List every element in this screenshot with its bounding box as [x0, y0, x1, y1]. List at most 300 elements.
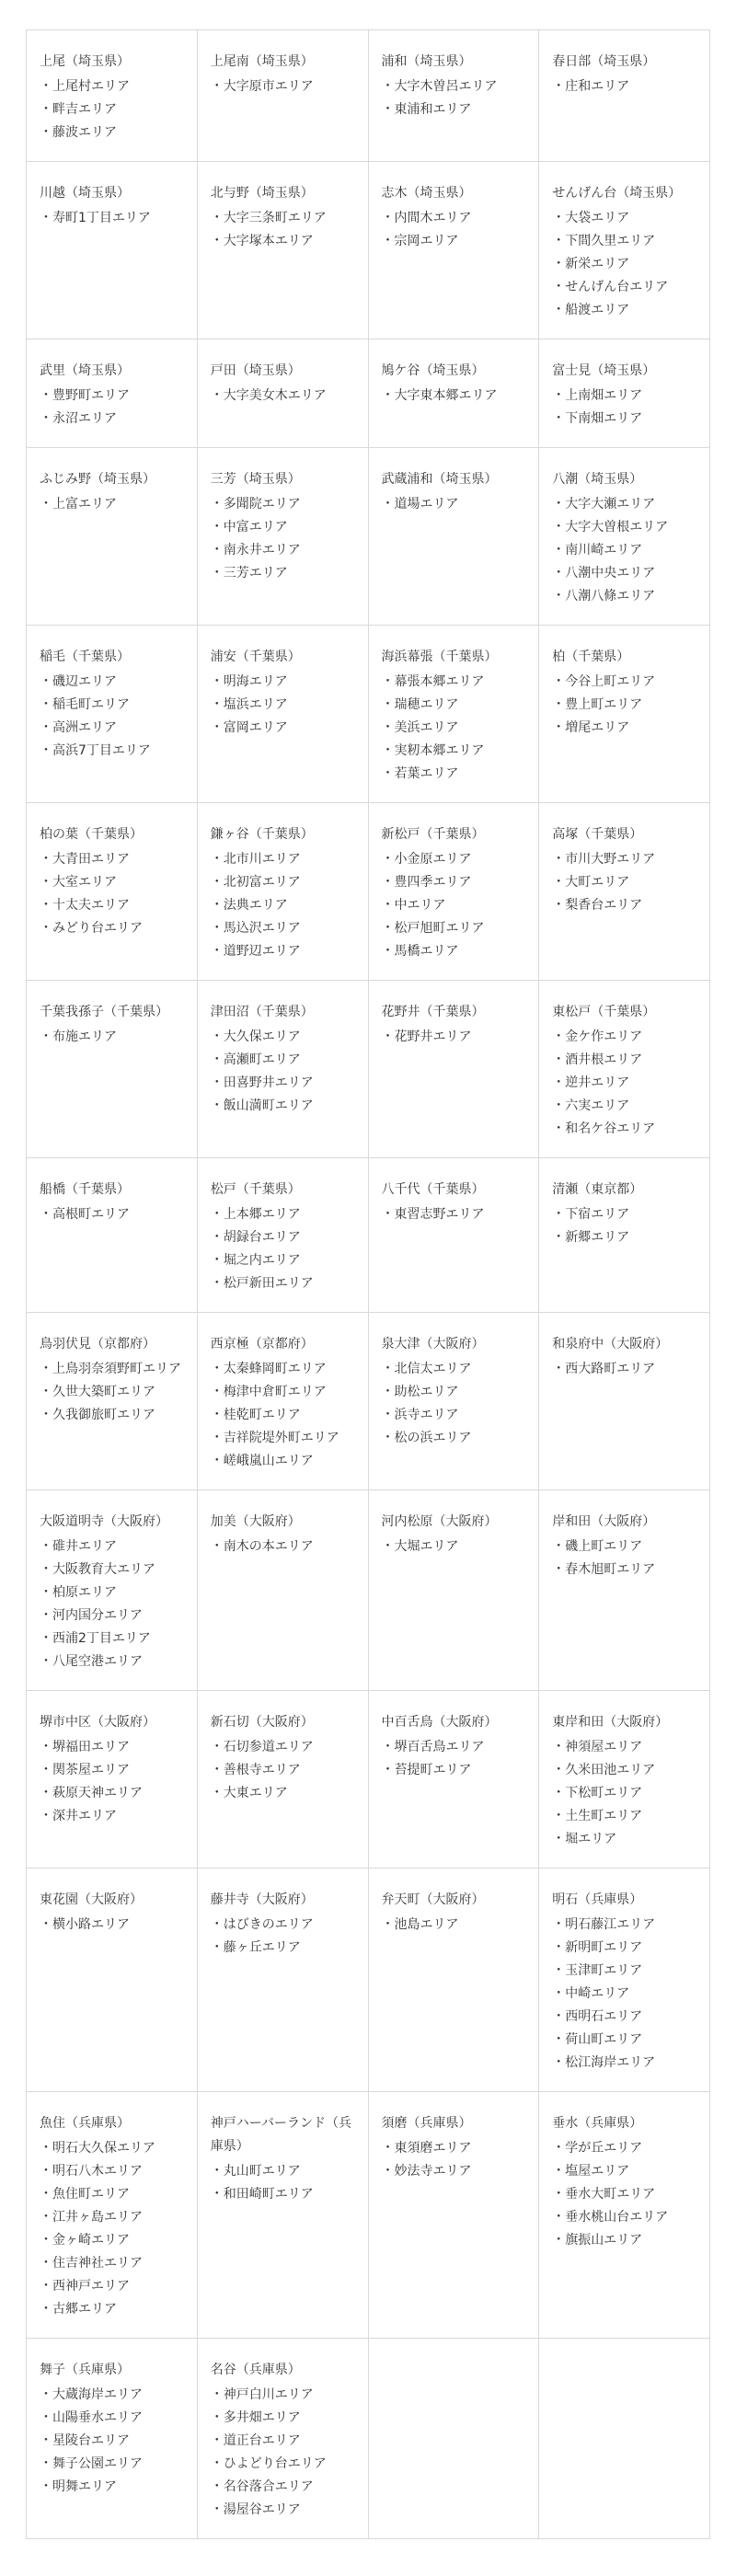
area-item: ・ 大蔵海岸エリア [40, 2384, 188, 2407]
area-item: ・ 大字美女木エリア [211, 385, 359, 408]
area-item: ・ 豊上町エリア [552, 694, 700, 717]
area-item: ・ 上富エリア [40, 493, 188, 516]
station-name: ふじみ野（埼玉県） [40, 472, 155, 487]
area-list [40, 207, 188, 230]
station-cell [539, 30, 710, 162]
area-item: ・ 六実エリア [552, 1095, 700, 1118]
area-list [40, 2384, 188, 2499]
area-item: ・ 星陵台エリア [40, 2430, 188, 2453]
area-item: ・ 浜寺エリア [382, 1404, 530, 1427]
area-item: ・ 畔吉エリア [40, 98, 188, 121]
area-item: ・ 神須屋エリア [552, 1736, 700, 1759]
station-cell [368, 1691, 539, 1869]
area-list [552, 1203, 700, 1249]
area-item: ・ 内間木エリア [382, 207, 530, 230]
area-list [382, 1358, 530, 1450]
area-item: ・ 萩原天神エリア [40, 1782, 188, 1805]
station-name: 東松戸（千葉県） [552, 1005, 656, 1019]
area-item: ・ 丸山町エリア [211, 2160, 359, 2183]
area-item: ・ 魚住町エリア [40, 2183, 188, 2206]
area-list [211, 1914, 359, 1960]
area-item: ・ 久米田池エリア [552, 1759, 700, 1782]
station-cell [27, 981, 198, 1158]
area-list [40, 385, 188, 431]
station-cell [539, 162, 710, 339]
area-item: ・ 馬込沢エリア [211, 917, 359, 940]
area-list [211, 1203, 359, 1295]
area-item: ・ 大堀エリア [382, 1535, 530, 1558]
area-item: ・ 明海エリア [211, 671, 359, 694]
area-item: ・ 善根寺エリア [211, 1759, 359, 1782]
station-name: 東花園（大阪府） [40, 1892, 143, 1907]
area-list [40, 2137, 188, 2321]
station-cell [368, 162, 539, 339]
area-item: ・ 春木旭町エリア [552, 1558, 700, 1581]
area-item: ・ 大字大曽根エリア [552, 516, 700, 539]
area-item: ・ 石切参道エリア [211, 1736, 359, 1759]
area-item: ・ 豊野町エリア [40, 385, 188, 408]
area-item: ・ 八潮中央エリア [552, 562, 700, 585]
area-item: ・ 東浦和エリア [382, 98, 530, 121]
area-list [211, 1026, 359, 1118]
station-name: 垂水（兵庫県） [552, 2116, 643, 2131]
area-list [382, 1203, 530, 1226]
station-name: 加美（大阪府） [210, 1514, 301, 1529]
table-row [27, 339, 710, 448]
station-name: 三芳（埼玉県） [210, 472, 301, 487]
area-item: ・ 藤波エリア [40, 121, 188, 144]
area-item: ・ 松江海岸エリア [552, 2052, 700, 2075]
area-list [382, 75, 530, 121]
area-item: ・ 豊四季エリア [382, 871, 530, 894]
area-item: ・ 富岡エリア [211, 717, 359, 740]
area-list [40, 493, 188, 516]
area-item: ・ 妙法寺エリア [382, 2160, 530, 2183]
station-cell [368, 981, 539, 1158]
area-list [211, 2160, 359, 2206]
area-item: ・ 幕張本郷エリア [382, 671, 530, 694]
area-item: ・ 池島エリア [382, 1914, 530, 1937]
area-item: ・ 横小路エリア [40, 1914, 188, 1937]
area-item: ・ 和田崎町エリア [211, 2183, 359, 2206]
station-cell [197, 1313, 368, 1490]
station-name: 富士見（埼玉県） [552, 363, 656, 378]
area-item: ・ 山陽垂水エリア [40, 2407, 188, 2430]
area-item: ・ 舞子公園エリア [40, 2453, 188, 2476]
area-item: ・ 垂水大町エリア [552, 2183, 700, 2206]
area-item: ・ 高洲エリア [40, 717, 188, 740]
station-name: 武蔵浦和（埼玉県） [381, 472, 498, 487]
area-item: ・ みどり台エリア [40, 917, 188, 940]
area-item: ・ 湯屋谷エリア [211, 2499, 359, 2522]
area-list [40, 1026, 188, 1049]
table-row [27, 162, 710, 339]
area-item: ・ 南永井エリア [211, 539, 359, 562]
station-cell [27, 1691, 198, 1869]
station-cell [539, 1691, 710, 1869]
area-item: ・ 垂水桃山台エリア [552, 2206, 700, 2229]
area-item: ・ 小金原エリア [382, 848, 530, 871]
area-list [552, 1535, 700, 1581]
area-item: ・ 八尾空港エリア [40, 1650, 188, 1673]
area-item: ・ 法典エリア [211, 894, 359, 917]
area-list [382, 848, 530, 963]
table-row [27, 1691, 710, 1869]
station-cell [197, 1869, 368, 2092]
area-list [552, 1026, 700, 1141]
area-list [382, 1535, 530, 1558]
station-name: 海浜幕張（千葉県） [381, 650, 498, 664]
table-row [27, 1313, 710, 1490]
station-name: 春日部（埼玉県） [552, 54, 656, 69]
station-cell [197, 2092, 368, 2339]
area-item: ・ 馬橋エリア [382, 940, 530, 963]
area-list [382, 1736, 530, 1782]
station-name: 神戸ハーバーランド（兵庫県） [210, 2116, 352, 2154]
area-item: ・ 大東エリア [211, 1782, 359, 1805]
area-item: ・ 堀エリア [552, 1828, 700, 1851]
table-row [27, 448, 710, 626]
area-item: ・ 永沼エリア [40, 408, 188, 431]
area-item: ・ 若葉エリア [382, 763, 530, 786]
area-item: ・ 太秦蜂岡町エリア [211, 1358, 359, 1381]
area-item: ・ 大字三条町エリア [211, 207, 359, 230]
area-list [552, 493, 700, 608]
area-list [211, 2384, 359, 2522]
station-name: 和泉府中（大阪府） [552, 1337, 669, 1351]
station-name: 堺市中区（大阪府） [40, 1715, 155, 1730]
station-name: 鳥羽伏見（京都府） [40, 1337, 155, 1351]
area-item: ・ 関茶屋エリア [40, 1759, 188, 1782]
area-item: ・ 旗振山エリア [552, 2229, 700, 2252]
station-name: 松戸（千葉県） [210, 1182, 301, 1197]
station-name: 志木（埼玉県） [381, 186, 472, 201]
area-item: ・ 桂乾町エリア [211, 1404, 359, 1427]
station-cell [27, 1869, 198, 2092]
area-item: ・ 堺百舌鳥エリア [382, 1736, 530, 1759]
table-row [27, 1869, 710, 2092]
station-name: 中百舌鳥（大阪府） [381, 1715, 498, 1730]
area-list [382, 671, 530, 786]
area-item: ・ 大町エリア [552, 871, 700, 894]
station-cell [539, 1158, 710, 1313]
station-name: 鳩ケ谷（埼玉県） [381, 363, 485, 378]
station-name: せんげん台（埼玉県） [552, 186, 682, 201]
area-list [40, 1203, 188, 1226]
area-item: ・ 大字東本郷エリア [382, 385, 530, 408]
area-item: ・ 道正台エリア [211, 2430, 359, 2453]
station-cell [27, 448, 198, 626]
station-cell [27, 162, 198, 339]
station-name: 大阪道明寺（大阪府） [40, 1514, 168, 1529]
area-list [211, 75, 359, 98]
area-item: ・ 土生町エリア [552, 1805, 700, 1828]
station-name: 上尾南（埼玉県） [210, 54, 314, 69]
area-list [211, 671, 359, 740]
area-list [40, 75, 188, 144]
area-item: ・ 大室エリア [40, 871, 188, 894]
station-name: 岸和田（大阪府） [552, 1514, 656, 1529]
area-item: ・ 西神戸エリア [40, 2275, 188, 2298]
area-item: ・ 明石藤江エリア [552, 1914, 700, 1937]
station-cell [368, 30, 539, 162]
station-name: 東岸和田（大阪府） [552, 1715, 669, 1730]
station-cell [27, 30, 198, 162]
area-item: ・ 久我御旅町エリア [40, 1404, 188, 1427]
station-name: 北与野（埼玉県） [210, 186, 314, 201]
station-name: 稲毛（千葉県） [40, 650, 130, 664]
station-cell [539, 1490, 710, 1691]
station-name: 高塚（千葉県） [552, 827, 643, 842]
area-item: ・ 上南畑エリア [552, 385, 700, 408]
area-item: ・ 庄和エリア [552, 75, 700, 98]
station-name: 弁天町（大阪府） [381, 1892, 485, 1907]
area-item: ・ 西大路町エリア [552, 1358, 700, 1381]
station-cell [197, 2339, 368, 2539]
station-name: 船橋（千葉県） [40, 1182, 130, 1197]
area-item: ・ 花野井エリア [382, 1026, 530, 1049]
area-item: ・ 苔提町エリア [382, 1759, 530, 1782]
station-name: 上尾（埼玉県） [40, 54, 130, 69]
area-item: ・ 瑞穂エリア [382, 694, 530, 717]
area-list [211, 385, 359, 408]
area-item: ・ 稲毛町エリア [40, 694, 188, 717]
area-item: ・ 荷山町エリア [552, 2029, 700, 2052]
area-item: ・ 新明町エリア [552, 1937, 700, 1960]
station-cell [368, 2092, 539, 2339]
area-item: ・ 北初富エリア [211, 871, 359, 894]
area-item: ・ 磯辺エリア [40, 671, 188, 694]
table-row [27, 2092, 710, 2339]
area-item: ・ 深井エリア [40, 1805, 188, 1828]
area-item: ・ 学が丘エリア [552, 2137, 700, 2160]
area-list [552, 1736, 700, 1851]
area-item: ・ 河内国分エリア [40, 1604, 188, 1627]
station-name: 泉大津（大阪府） [381, 1337, 485, 1351]
station-cell [539, 448, 710, 626]
area-item: ・ 市川大野エリア [552, 848, 700, 871]
station-cell [368, 1869, 539, 2092]
area-item: ・ 藤ヶ丘エリア [211, 1937, 359, 1960]
station-area-table [26, 29, 710, 2539]
station-name: 西京極（京都府） [210, 1337, 314, 1351]
station-name: 魚住（兵庫県） [40, 2116, 130, 2131]
area-item: ・ 中富エリア [211, 516, 359, 539]
station-name: 清瀬（東京都） [552, 1182, 643, 1197]
station-cell [27, 1490, 198, 1691]
area-item: ・ 下松町エリア [552, 1782, 700, 1805]
station-name: 河内松原（大阪府） [381, 1514, 498, 1529]
area-item: ・ 松戸新田エリア [211, 1272, 359, 1295]
area-item: ・ 上尾村エリア [40, 75, 188, 98]
area-item: ・ 大字木曽呂エリア [382, 75, 530, 98]
table-row [27, 1158, 710, 1313]
station-cell [197, 1691, 368, 1869]
area-item: ・ 嵯峨嵐山エリア [211, 1450, 359, 1473]
station-cell [197, 162, 368, 339]
empty-cell [539, 2339, 710, 2539]
area-item: ・ 十太夫エリア [40, 894, 188, 917]
station-name: 八千代（千葉県） [381, 1182, 485, 1197]
station-name: 鎌ヶ谷（千葉県） [210, 827, 314, 842]
area-item: ・ 逆井エリア [552, 1072, 700, 1095]
area-item: ・ 大字塚本エリア [211, 230, 359, 253]
area-list [382, 493, 530, 516]
station-name: 川越（埼玉県） [40, 186, 130, 201]
area-item: ・ 南川崎エリア [552, 539, 700, 562]
area-item: ・ 田喜野井エリア [211, 1072, 359, 1095]
table-row [27, 1490, 710, 1691]
area-item: ・ 寿町1丁目エリア [40, 207, 188, 230]
area-list [552, 2137, 700, 2252]
station-cell [197, 1490, 368, 1691]
area-item: ・ 名谷落合エリア [211, 2476, 359, 2499]
area-list [211, 1736, 359, 1805]
station-cell [197, 1158, 368, 1313]
area-item: ・ 古郷エリア [40, 2298, 188, 2321]
area-item: ・ 明石大久保エリア [40, 2137, 188, 2160]
area-list [40, 1358, 188, 1427]
area-item: ・ 八潮八條エリア [552, 585, 700, 608]
station-cell [27, 626, 198, 803]
station-cell [368, 1313, 539, 1490]
area-item: ・ 高浜7丁目エリア [40, 740, 188, 763]
area-item: ・ 三芳エリア [211, 562, 359, 585]
area-item: ・ 明舞エリア [40, 2476, 188, 2499]
station-cell [197, 981, 368, 1158]
area-item: ・ 今谷上町エリア [552, 671, 700, 694]
area-item: ・ 上鳥羽奈須野町エリア [40, 1358, 188, 1381]
area-list [552, 1358, 700, 1381]
area-list [40, 1736, 188, 1828]
area-item: ・ 大青田エリア [40, 848, 188, 871]
area-item: ・ 松戸旭町エリア [382, 917, 530, 940]
area-item: ・ 宗岡エリア [382, 230, 530, 253]
area-item: ・ 西浦2丁目エリア [40, 1627, 188, 1650]
station-name: 花野井（千葉県） [381, 1005, 485, 1019]
area-list [211, 1358, 359, 1473]
area-item: ・ 多聞院エリア [211, 493, 359, 516]
station-cell [539, 803, 710, 981]
area-item: ・ 船渡エリア [552, 299, 700, 322]
station-name: 柏（千葉県） [552, 650, 630, 664]
area-item: ・ 吉祥院堤外町エリア [211, 1427, 359, 1450]
table-row [27, 30, 710, 162]
station-name: 八潮（埼玉県） [552, 472, 643, 487]
station-name: 舞子（兵庫県） [40, 2363, 130, 2377]
station-cell [368, 1158, 539, 1313]
station-cell [368, 339, 539, 448]
station-cell [368, 803, 539, 981]
station-cell [539, 1313, 710, 1490]
station-name: 新石切（大阪府） [210, 1715, 314, 1730]
area-item: ・ 中エリア [382, 894, 530, 917]
station-cell [368, 1490, 539, 1691]
area-item: ・ 高根町エリア [40, 1203, 188, 1226]
area-item: ・ 梅津中倉町エリア [211, 1381, 359, 1404]
area-list [382, 207, 530, 253]
area-item: ・ 北信太エリア [382, 1358, 530, 1381]
area-item: ・ 増尾エリア [552, 717, 700, 740]
area-list [552, 848, 700, 917]
area-list [552, 1914, 700, 2075]
area-item: ・ 多井畑エリア [211, 2407, 359, 2430]
station-name: 浦安（千葉県） [210, 650, 301, 664]
station-name: 柏の葉（千葉県） [40, 827, 143, 842]
area-item: ・ 助松エリア [382, 1381, 530, 1404]
area-item: ・ 上本郷エリア [211, 1203, 359, 1226]
station-name: 津田沼（千葉県） [210, 1005, 314, 1019]
table-row [27, 2339, 710, 2539]
area-item: ・ 梨香台エリア [552, 894, 700, 917]
area-item: ・ はびきのエリア [211, 1914, 359, 1937]
area-item: ・ 美浜エリア [382, 717, 530, 740]
area-item: ・ 堺福田エリア [40, 1736, 188, 1759]
area-item: ・ 南木の本エリア [211, 1535, 359, 1558]
station-cell [27, 339, 198, 448]
area-item: ・ 布施エリア [40, 1026, 188, 1049]
station-name: 千葉我孫子（千葉県） [40, 1005, 168, 1019]
station-cell [197, 448, 368, 626]
area-item: ・ 磯上町エリア [552, 1535, 700, 1558]
area-item: ・ 和名ケ谷エリア [552, 1118, 700, 1141]
area-list [382, 1026, 530, 1049]
station-cell [197, 626, 368, 803]
table-row [27, 803, 710, 981]
area-item: ・ 松の浜エリア [382, 1427, 530, 1450]
area-list [382, 385, 530, 408]
area-list [40, 671, 188, 763]
area-list [552, 385, 700, 431]
area-item: ・ 下南畑エリア [552, 408, 700, 431]
area-list [40, 1535, 188, 1673]
station-cell [539, 339, 710, 448]
area-list [40, 848, 188, 940]
area-item: ・ 新栄エリア [552, 253, 700, 276]
area-list [211, 848, 359, 963]
area-item: ・ 大袋エリア [552, 207, 700, 230]
area-list [552, 75, 700, 98]
area-item: ・ 塩屋エリア [552, 2160, 700, 2183]
area-item: ・ 飯山満町エリア [211, 1095, 359, 1118]
area-list [40, 1914, 188, 1937]
table-row [27, 981, 710, 1158]
area-item: ・ 塩浜エリア [211, 694, 359, 717]
area-item: ・ 神戸白川エリア [211, 2384, 359, 2407]
area-item: ・ せんげん台エリア [552, 276, 700, 299]
area-item: ・ 玉津町エリア [552, 1960, 700, 1983]
area-item: ・ 下宿エリア [552, 1203, 700, 1226]
area-item: ・ 実籾本郷エリア [382, 740, 530, 763]
area-item: ・ 堀之内エリア [211, 1249, 359, 1272]
station-name: 名谷（兵庫県） [210, 2363, 301, 2377]
area-list [211, 207, 359, 253]
area-list [211, 493, 359, 585]
station-name: 浦和（埼玉県） [381, 54, 472, 69]
station-cell [539, 981, 710, 1158]
area-item: ・ 大久保エリア [211, 1026, 359, 1049]
area-item: ・ 明石八木エリア [40, 2160, 188, 2183]
station-cell [368, 626, 539, 803]
table-row [27, 626, 710, 803]
station-cell [27, 2339, 198, 2539]
area-item: ・ 大字原市エリア [211, 75, 359, 98]
area-item: ・ 東習志野エリア [382, 1203, 530, 1226]
area-item: ・ 金ケ作エリア [552, 1026, 700, 1049]
area-item: ・ 高瀬町エリア [211, 1049, 359, 1072]
area-item: ・ 柏原エリア [40, 1581, 188, 1604]
station-cell [197, 339, 368, 448]
